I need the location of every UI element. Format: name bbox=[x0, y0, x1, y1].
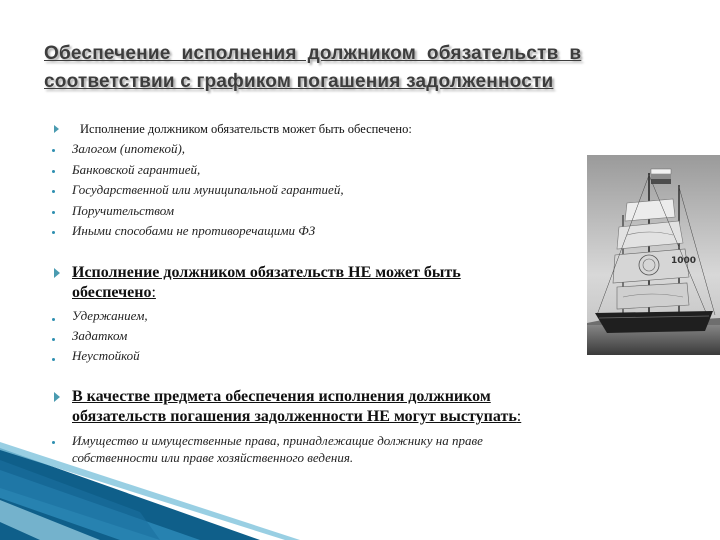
section-1-item: Банковской гарантией, bbox=[72, 162, 201, 177]
section-1-item: Государственной или муниципальной гарантией, bbox=[72, 182, 344, 197]
section-1-heading: Исполнение должником обязательств может быть обеспечено: bbox=[80, 122, 412, 136]
section-3-heading-line-2-wrap bbox=[72, 407, 521, 427]
section-3-heading-line-1: В качестве предмета обеспечения исполнения должником bbox=[72, 388, 491, 405]
section-2-heading-line-1: Исполнение должником обязательств НЕ может быть bbox=[72, 264, 461, 281]
bullet-dot-icon bbox=[52, 170, 55, 173]
bullet-dot-icon bbox=[52, 211, 55, 214]
section-3-heading bbox=[72, 387, 521, 427]
section-3-heading-line-2: обязательств погашения задолженности НЕ могут выступать bbox=[72, 408, 517, 425]
decorative-stripes bbox=[0, 440, 720, 540]
slide-title bbox=[44, 40, 684, 96]
bullet-arrow-icon bbox=[54, 268, 60, 278]
section-2-heading-colon: : bbox=[151, 284, 156, 301]
bullet-dot-icon bbox=[52, 149, 55, 152]
section-1-item: Поручительством bbox=[72, 203, 175, 218]
section-2-item: Неустойкой bbox=[72, 348, 140, 363]
section-2-heading-line-2: обеспечено bbox=[72, 284, 152, 301]
section-2-item: Удержанием, bbox=[72, 308, 148, 323]
bullet-dot-icon bbox=[52, 318, 55, 321]
title-line-1: Обеспечение исполнения должником обязательств в bbox=[44, 43, 582, 64]
bullet-dot-icon bbox=[52, 190, 55, 193]
bullet-arrow-icon bbox=[54, 392, 60, 402]
section-1-item: Иными способами не противоречащими ФЗ bbox=[72, 223, 316, 238]
sailing-ship-image bbox=[587, 155, 720, 355]
bullet-dot-icon bbox=[52, 358, 55, 361]
section-1-item: Залогом (ипотекой), bbox=[72, 141, 186, 156]
bullet-dot-icon bbox=[52, 338, 55, 341]
section-2-item: Задатком bbox=[72, 328, 128, 343]
bullet-dot-icon bbox=[52, 231, 55, 234]
section-2-heading-line-2-wrap bbox=[72, 283, 461, 303]
title-line-2: соответствии с графиком погашения задолженности bbox=[44, 71, 554, 92]
section-3-heading-colon: : bbox=[516, 408, 522, 425]
sail-number-label: 1000 bbox=[671, 256, 697, 266]
section-2-heading bbox=[72, 263, 461, 303]
section-3-item-continued: собственности или праве хозяйственного ведения. bbox=[72, 450, 354, 465]
bullet-arrow-icon bbox=[54, 125, 59, 133]
section-3-item: Имущество и имущественные права, принадлежащие должнику на праве bbox=[72, 433, 483, 448]
